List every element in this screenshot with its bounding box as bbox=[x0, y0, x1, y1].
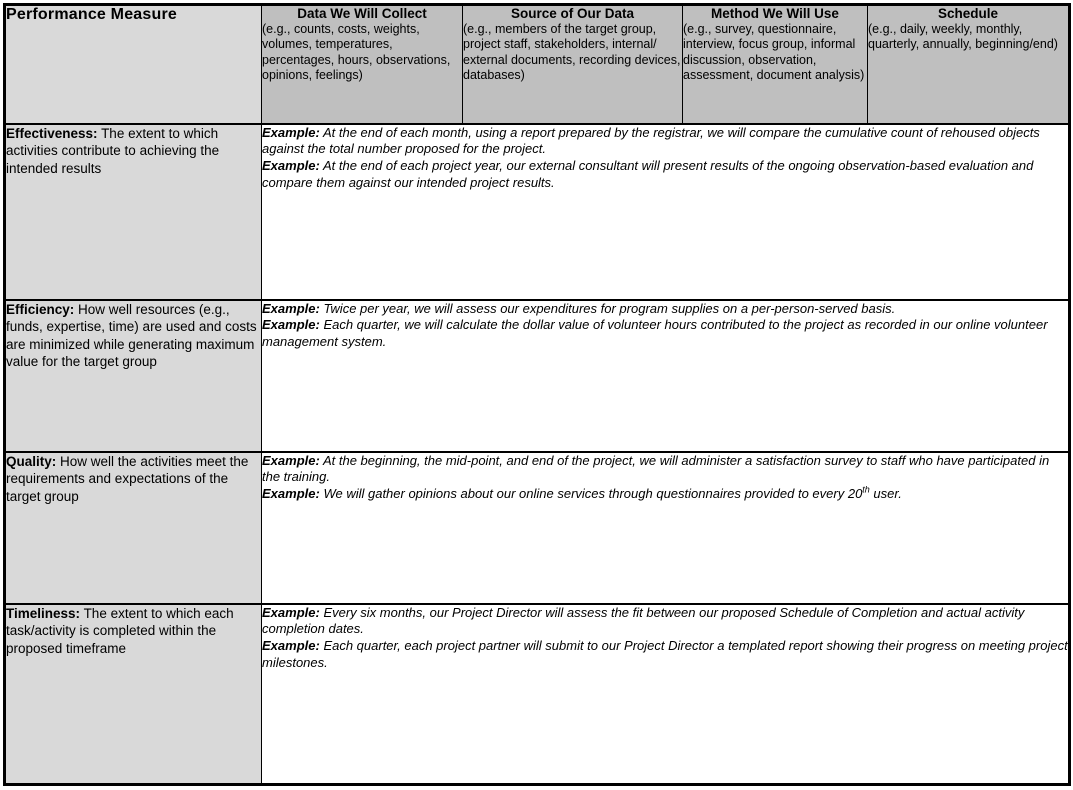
column-title: Data We Will Collect bbox=[297, 6, 427, 21]
header-cell-source-of-our-data bbox=[463, 5, 683, 124]
example-label: Example: bbox=[262, 452, 320, 468]
ordinal-suffix: th bbox=[862, 484, 870, 495]
example-line bbox=[262, 638, 1068, 672]
measure-cell-efficiency bbox=[5, 300, 262, 452]
header-cell-performance-measure bbox=[5, 5, 262, 124]
example-line bbox=[262, 486, 1068, 503]
example-label: Example: bbox=[262, 124, 320, 140]
measure-cell-quality bbox=[5, 452, 262, 604]
example-line bbox=[262, 317, 1068, 351]
measure-term: Timeliness: bbox=[6, 605, 81, 621]
example-line bbox=[262, 605, 1068, 639]
example-label: Example: bbox=[262, 604, 320, 620]
example-label: Example: bbox=[262, 158, 320, 174]
header-cell-method-we-will-use bbox=[683, 5, 868, 124]
examples-cell-efficiency bbox=[262, 300, 1070, 452]
example-text: Each quarter, each project partner will submit to our Project Director a templated report showing their progress on meeting project milestones. bbox=[262, 638, 1068, 671]
performance-measure-table bbox=[3, 3, 1071, 786]
column-hint: (e.g., daily, weekly, monthly, quarterly, annually, beginning/end) bbox=[868, 22, 1058, 52]
table-row-effectiveness bbox=[5, 124, 1070, 300]
examples-cell-quality bbox=[262, 452, 1070, 604]
measure-description: The extent to which each task/activity is completed within the proposed timeframe bbox=[6, 605, 234, 656]
example-label: Example: bbox=[262, 317, 320, 333]
example-text: user. bbox=[869, 486, 902, 502]
column-title: Schedule bbox=[937, 6, 999, 21]
example-text: Twice per year, we will assess our expenditures for program supplies on a per-person-served basis. bbox=[323, 300, 896, 316]
examples-cell-effectiveness bbox=[262, 124, 1070, 300]
header-cell-data-we-will-collect bbox=[262, 5, 463, 124]
table-header-row bbox=[5, 5, 1070, 124]
measure-description: How well the activities meet the requirements and expectations of the target group bbox=[6, 453, 249, 504]
example-label: Example: bbox=[262, 300, 320, 316]
measure-cell-effectiveness bbox=[5, 124, 262, 300]
measure-term: Effectiveness: bbox=[6, 125, 98, 141]
column-hint: (e.g., members of the target group, project staff, stakeholders, internal/ external documents, recording devices, databases) bbox=[463, 22, 681, 82]
example-line bbox=[262, 453, 1068, 487]
example-label: Example: bbox=[262, 486, 320, 502]
column-hint: (e.g., survey, questionnaire, interview, focus group, informal discussion, observation, assessment, document analysis) bbox=[683, 22, 865, 82]
example-text: Each quarter, we will calculate the dollar value of volunteer hours contributed to the project as recorded in our online volunteer management system. bbox=[262, 317, 1048, 350]
example-line bbox=[262, 301, 1068, 318]
column-title: Source of Our Data bbox=[510, 6, 635, 21]
column-title: Method We Will Use bbox=[711, 6, 839, 21]
example-line bbox=[262, 158, 1068, 192]
example-text: Every six months, our Project Director will assess the fit between our proposed Schedule of Completion and actual activity completion dates. bbox=[262, 604, 1025, 637]
example-text: We will gather opinions about our online services through questionnaires provided to every 20 bbox=[323, 486, 863, 502]
table-row-timeliness bbox=[5, 604, 1070, 785]
example-text: At the end of each month, using a report prepared by the registrar, we will compare the cumulative count of rehoused objects against the total number proposed for the project. bbox=[262, 124, 1040, 157]
measure-term: Efficiency: bbox=[6, 301, 75, 317]
example-label: Example: bbox=[262, 638, 320, 654]
table-row-efficiency bbox=[5, 300, 1070, 452]
table-row-quality bbox=[5, 452, 1070, 604]
measure-description: How well resources (e.g., funds, expertise, time) are used and costs are minimized while generating maximum value for the target group bbox=[6, 301, 257, 370]
performance-measure-label: Performance Measure bbox=[6, 6, 177, 23]
measure-cell-timeliness bbox=[5, 604, 262, 785]
examples-cell-timeliness bbox=[262, 604, 1070, 785]
example-line bbox=[262, 125, 1068, 159]
header-cell-schedule bbox=[868, 5, 1070, 124]
example-text: At the end of each project year, our external consultant will present results of the ongoing observation-based evaluation and compare them against our intended project results. bbox=[262, 158, 1034, 191]
example-text: At the beginning, the mid-point, and end of the project, we will administer a satisfaction survey to staff who have participated in the training. bbox=[262, 452, 1050, 485]
column-hint: (e.g., counts, costs, weights, volumes, temperatures, percentages, hours, observations, opinions, feelings) bbox=[262, 22, 451, 82]
measure-term: Quality: bbox=[6, 453, 57, 469]
measure-description: The extent to which activities contribute to achieving the intended results bbox=[6, 125, 220, 176]
worksheet-page bbox=[3, 3, 1068, 786]
